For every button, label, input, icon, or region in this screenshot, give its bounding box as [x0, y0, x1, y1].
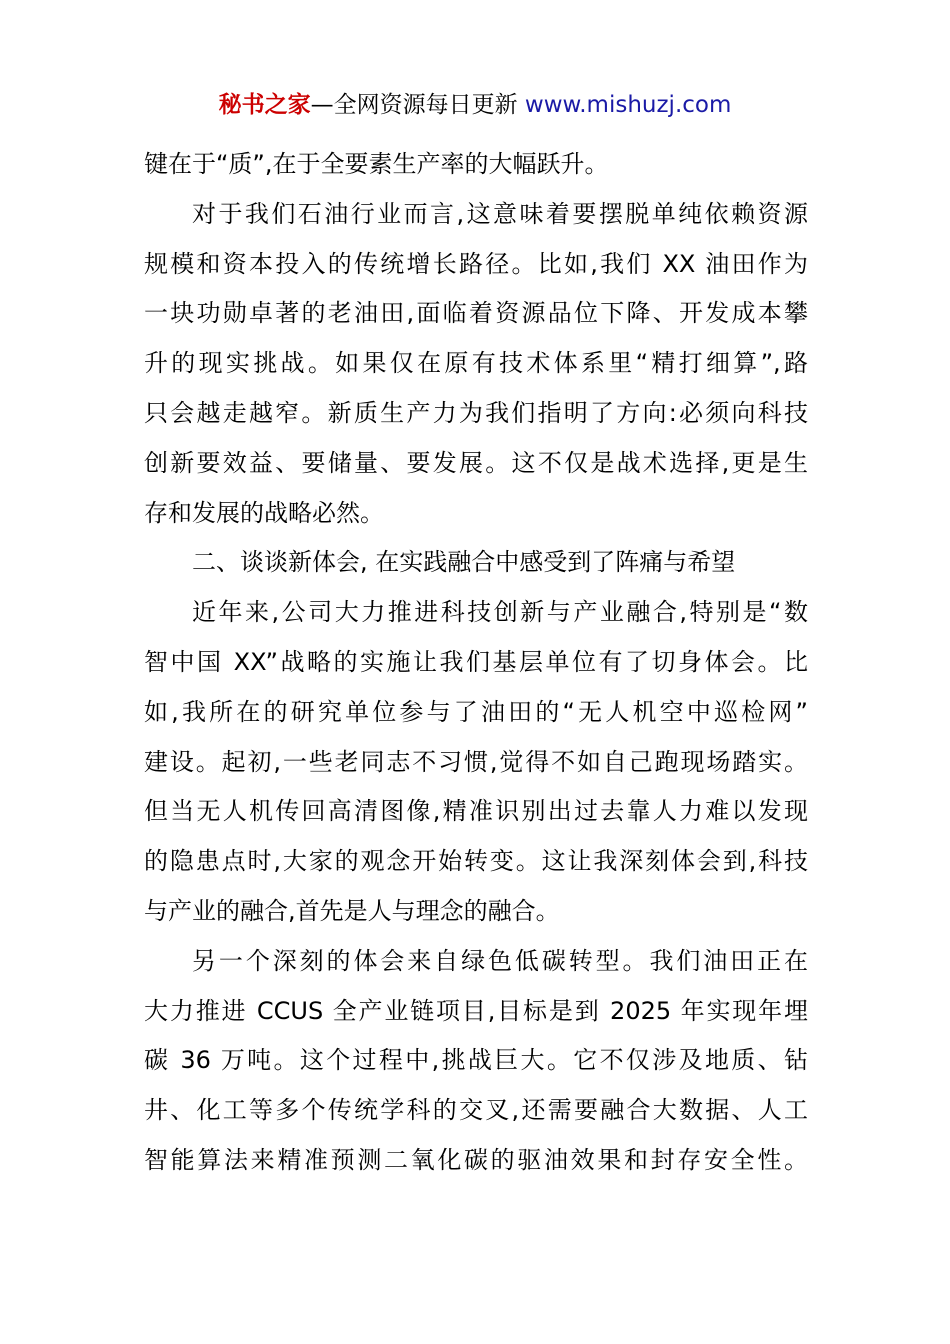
text-line: 智中国 XX”战略的实施让我们基层单位有了切身体会。比 [144, 647, 808, 676]
text-line: 的隐患点时,大家的观念开始转变。这让我深刻体会到,科技 [144, 847, 808, 876]
text-line: 存和发展的战略必然。 [144, 498, 384, 527]
page-header [0, 88, 950, 122]
text-line: 井、化工等多个传统学科的交叉,还需要融合大数据、人工 [144, 1096, 808, 1125]
text-line: 规模和资本投入的传统增长路径。比如,我们 XX 油田作为 [144, 249, 808, 278]
text-line: 只会越走越窄。新质生产力为我们指明了方向:必须向科技 [144, 398, 808, 427]
text-line: 一块功勋卓著的老油田,面临着资源品位下降、开发成本攀 [144, 299, 808, 328]
site-url-link[interactable]: www.mishuzj.com [524, 92, 732, 118]
site-tagline: —全网资源每日更新 [310, 92, 525, 118]
text-line: 升的现实挑战。如果仅在原有技术体系里“精打细算”,路 [144, 349, 808, 378]
text-line: 键在于“质”,在于全要素生产率的大幅跃升。 [144, 150, 609, 178]
text-line: 建设。起初,一些老同志不习惯,觉得不如自己跑现场踏实。 [144, 747, 808, 776]
text-line: 创新要效益、要储量、要发展。这不仅是战术选择,更是生 [144, 448, 808, 477]
paragraph-first-line: 另一个深刻的体会来自绿色低碳转型。我们油田正在 [192, 946, 808, 975]
site-brand: 秘书之家 [218, 92, 311, 118]
paragraph-first-line: 近年来,公司大力推进科技创新与产业融合,特别是“数 [192, 598, 808, 627]
text-line: 智能算法来精准预测二氧化碳的驱油效果和封存安全性。 [144, 1145, 808, 1174]
section-heading: 二、谈谈新体会, 在实践融合中感受到了阵痛与希望 [192, 548, 736, 577]
text-line: 大力推进 CCUS 全产业链项目,目标是到 2025 年实现年埋 [144, 996, 808, 1025]
paragraph-first-line: 对于我们石油行业而言,这意味着要摆脱单纯依赖资源 [192, 199, 808, 228]
text-line: 但当无人机传回高清图像,精准识别出过去靠人力难以发现 [144, 797, 808, 826]
text-line: 与产业的融合,首先是人与理念的融合。 [144, 896, 560, 925]
text-line: 如,我所在的研究单位参与了油田的“无人机空中巡检网” [144, 697, 808, 726]
text-line: 碳 36 万吨。这个过程中,挑战巨大。它不仅涉及地质、钻 [144, 1046, 808, 1075]
document-body [144, 144, 808, 1190]
